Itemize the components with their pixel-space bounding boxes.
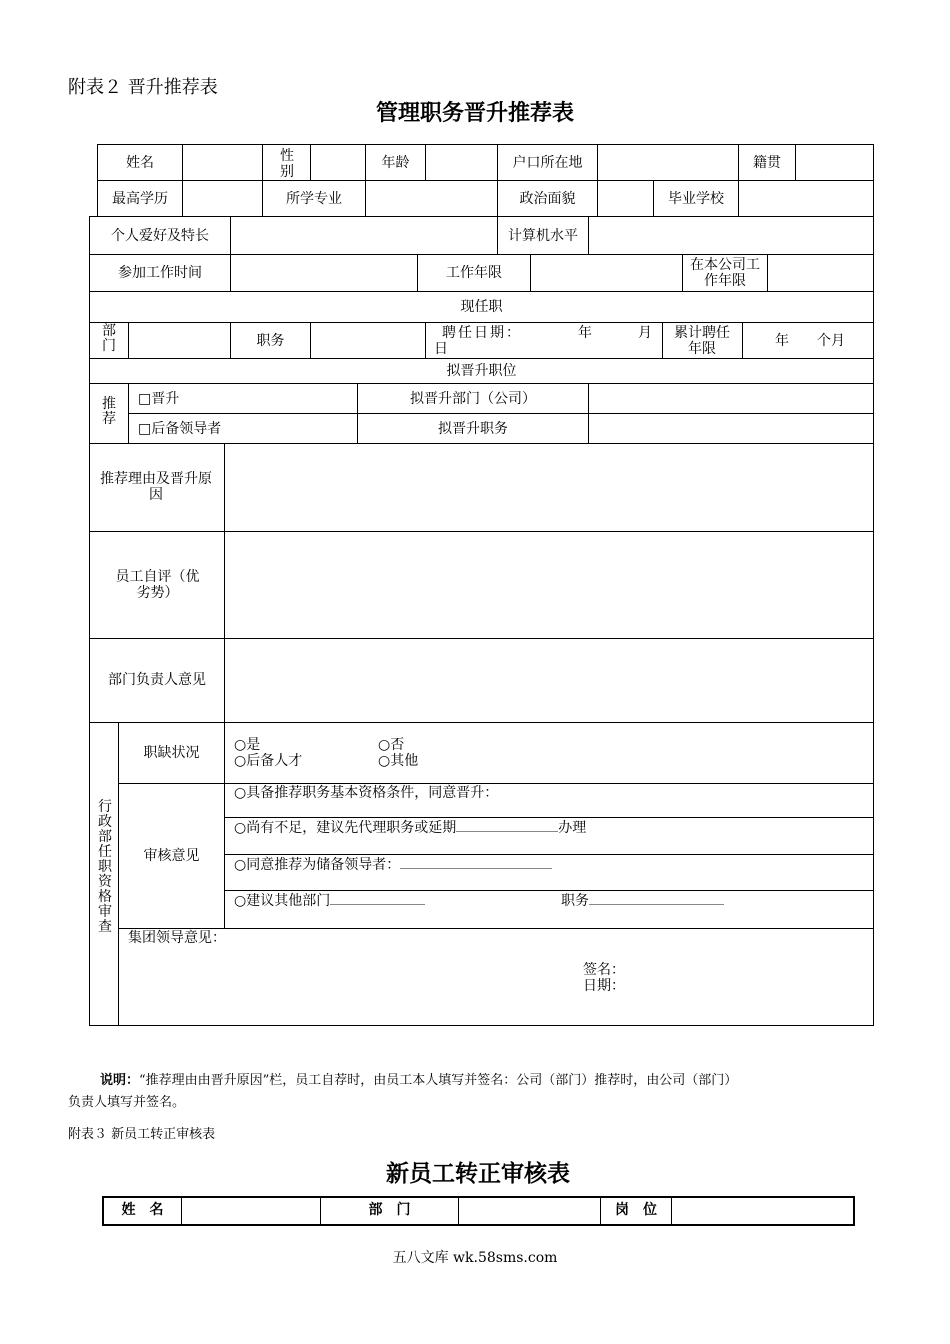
- form1-title: 管理职务晋升推荐表: [375, 101, 574, 126]
- label-month: 月: [638, 325, 652, 341]
- label-new-post: 岗 位: [615, 1202, 657, 1218]
- label-new-name: 姓 名: [121, 1202, 164, 1218]
- section-current-position: 现任职: [460, 299, 503, 315]
- radio-vacancy-no[interactable]: ○否: [378, 737, 405, 753]
- review-defer-suffix: 办理: [558, 820, 587, 836]
- label-years-months: 年 个月: [775, 333, 845, 349]
- label-education: 最高学历: [112, 191, 168, 207]
- form2-title: 新员工转正审核表: [386, 1161, 570, 1187]
- label-target-dept: 拟晋升部门（公司）: [410, 391, 536, 407]
- label-day: 日: [434, 341, 448, 357]
- label-school: 毕业学校: [668, 191, 724, 207]
- label-vacancy: 职缺状况: [143, 745, 200, 761]
- label-name: 姓名: [126, 155, 154, 171]
- radio-review-qualified[interactable]: ○具备推荐职务基本资格条件，同意晋升：: [234, 785, 499, 801]
- radio-review-other-dept[interactable]: [234, 892, 425, 909]
- review-reserve-text: ○同意推荐为储备领导者：: [234, 857, 401, 873]
- label-major: 所学专业: [286, 191, 342, 207]
- label-review-opinion: 审核意见: [143, 848, 200, 864]
- label-position: 职务: [256, 333, 285, 349]
- radio-review-reserve[interactable]: [234, 856, 552, 873]
- label-hobby: 个人爱好及特长: [111, 228, 209, 244]
- label-cumulative-years: 累计聘任年限: [674, 325, 730, 357]
- note-text-2: 负责人填写并签名。: [68, 1095, 186, 1110]
- appendix3-label: 附表３ 新员工转正审核表: [68, 1127, 216, 1142]
- review-other-position-text: 职务: [561, 893, 589, 909]
- checkbox-reserve-leader[interactable]: □后备领导者: [138, 421, 222, 437]
- label-date: 日期：: [583, 978, 625, 994]
- label-dept: 部门: [102, 323, 116, 354]
- review-other-position: [561, 892, 724, 909]
- note-paragraph: [68, 1070, 883, 1114]
- checkbox-promote[interactable]: □晋升: [138, 391, 180, 407]
- label-age: 年龄: [381, 155, 410, 171]
- label-target-position: 拟晋升职务: [438, 421, 508, 437]
- label-company-years: 在本公司工作年限: [690, 257, 760, 289]
- label-new-dept: 部 门: [368, 1202, 411, 1218]
- label-gender: 性别: [280, 148, 294, 180]
- label-reason: 推荐理由及晋升原因: [100, 471, 212, 503]
- label-work-years: 工作年限: [446, 265, 502, 281]
- label-native-place: 籍贯: [753, 155, 781, 171]
- radio-vacancy-reserve[interactable]: ○后备人才: [234, 753, 303, 769]
- label-signature: 签名：: [583, 962, 625, 978]
- section-proposed-position: 拟晋升职位: [446, 363, 517, 379]
- label-appoint-date: 聘任日期：: [442, 325, 522, 341]
- label-group-opinion: 集团领导意见：: [128, 930, 226, 946]
- new-employee-table: [102, 1196, 855, 1226]
- label-year: 年: [578, 325, 592, 341]
- radio-vacancy-other[interactable]: ○其他: [378, 753, 419, 769]
- radio-review-defer[interactable]: [234, 819, 586, 836]
- label-hukou: 户口所在地: [512, 155, 583, 171]
- label-recommend: 推荐: [102, 396, 116, 427]
- label-computer-level: 计算机水平: [508, 228, 578, 244]
- footer-watermark: 五八文库 wk.58sms.com: [392, 1250, 558, 1266]
- label-political-status: 政治面貌: [519, 191, 576, 207]
- review-other-dept-text: ○建议其他部门: [234, 893, 331, 909]
- label-self-eval: 员工自评（优劣势）: [115, 569, 200, 601]
- appendix2-label: 附表２ 晋升推荐表: [68, 77, 218, 98]
- note-label: 说明：: [100, 1073, 140, 1088]
- label-admin-review: 行政部任职资格审查: [98, 799, 112, 935]
- review-defer-text: ○尚有不足，建议先代理职务或延期: [234, 820, 457, 836]
- radio-vacancy-yes[interactable]: ○是: [234, 737, 261, 753]
- note-text: “推荐理由由晋升原因”栏，员工自荐时，由员工本人填写并签名：公司（部门）推荐时，由公司（部门）: [139, 1073, 738, 1088]
- label-work-start: 参加工作时间: [118, 265, 202, 281]
- label-dept-opinion: 部门负责人意见: [108, 672, 206, 688]
